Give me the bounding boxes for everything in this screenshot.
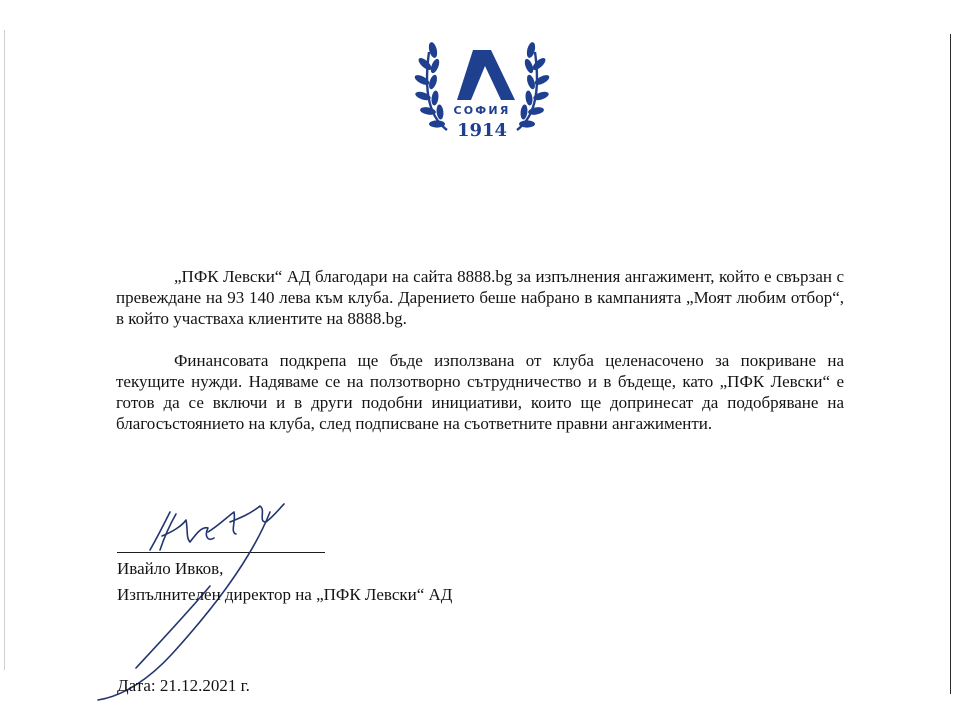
scan-edge-left xyxy=(4,30,5,670)
signer-name: Ивайло Ивков, xyxy=(117,559,224,578)
scan-edge-right xyxy=(950,34,951,694)
signer-title: Изпълнителен директор на „ПФК Левски“ АД xyxy=(117,585,453,604)
letter-paragraph-1: „ПФК Левски“ АД благодари на сайта 8888.bg за изпълнения ангажимент, който е свързан с превеждане на 93 140 лева към клуба. Дарението беше набрано в кампанията „Моят любим отбор“, в който участваха клиентите на 8888.bg. xyxy=(116,267,844,328)
crest-year-text: 1914 xyxy=(456,120,508,141)
crest-city-text: СОФИЯ xyxy=(453,104,511,117)
document-date: Дата: 21.12.2021 г. xyxy=(117,676,250,695)
letter-paragraph-2: Финансовата подкрепа ще бъде използвана от клуба целенасочено за покриване на текущите нужди. Надяваме се на ползотворно сътрудничество и в бъдеще, като „ПФК Левски“ е готов да се включи и в други подобни инициативи, които ще допринесат да подобряване на благосъстоянието на клуба, след подписване на съответните правни ангажименти. xyxy=(116,351,844,433)
laurel-right xyxy=(517,41,551,130)
lambda-emblem xyxy=(457,50,515,100)
laurel-left xyxy=(413,41,447,130)
club-crest-logo xyxy=(413,38,551,142)
